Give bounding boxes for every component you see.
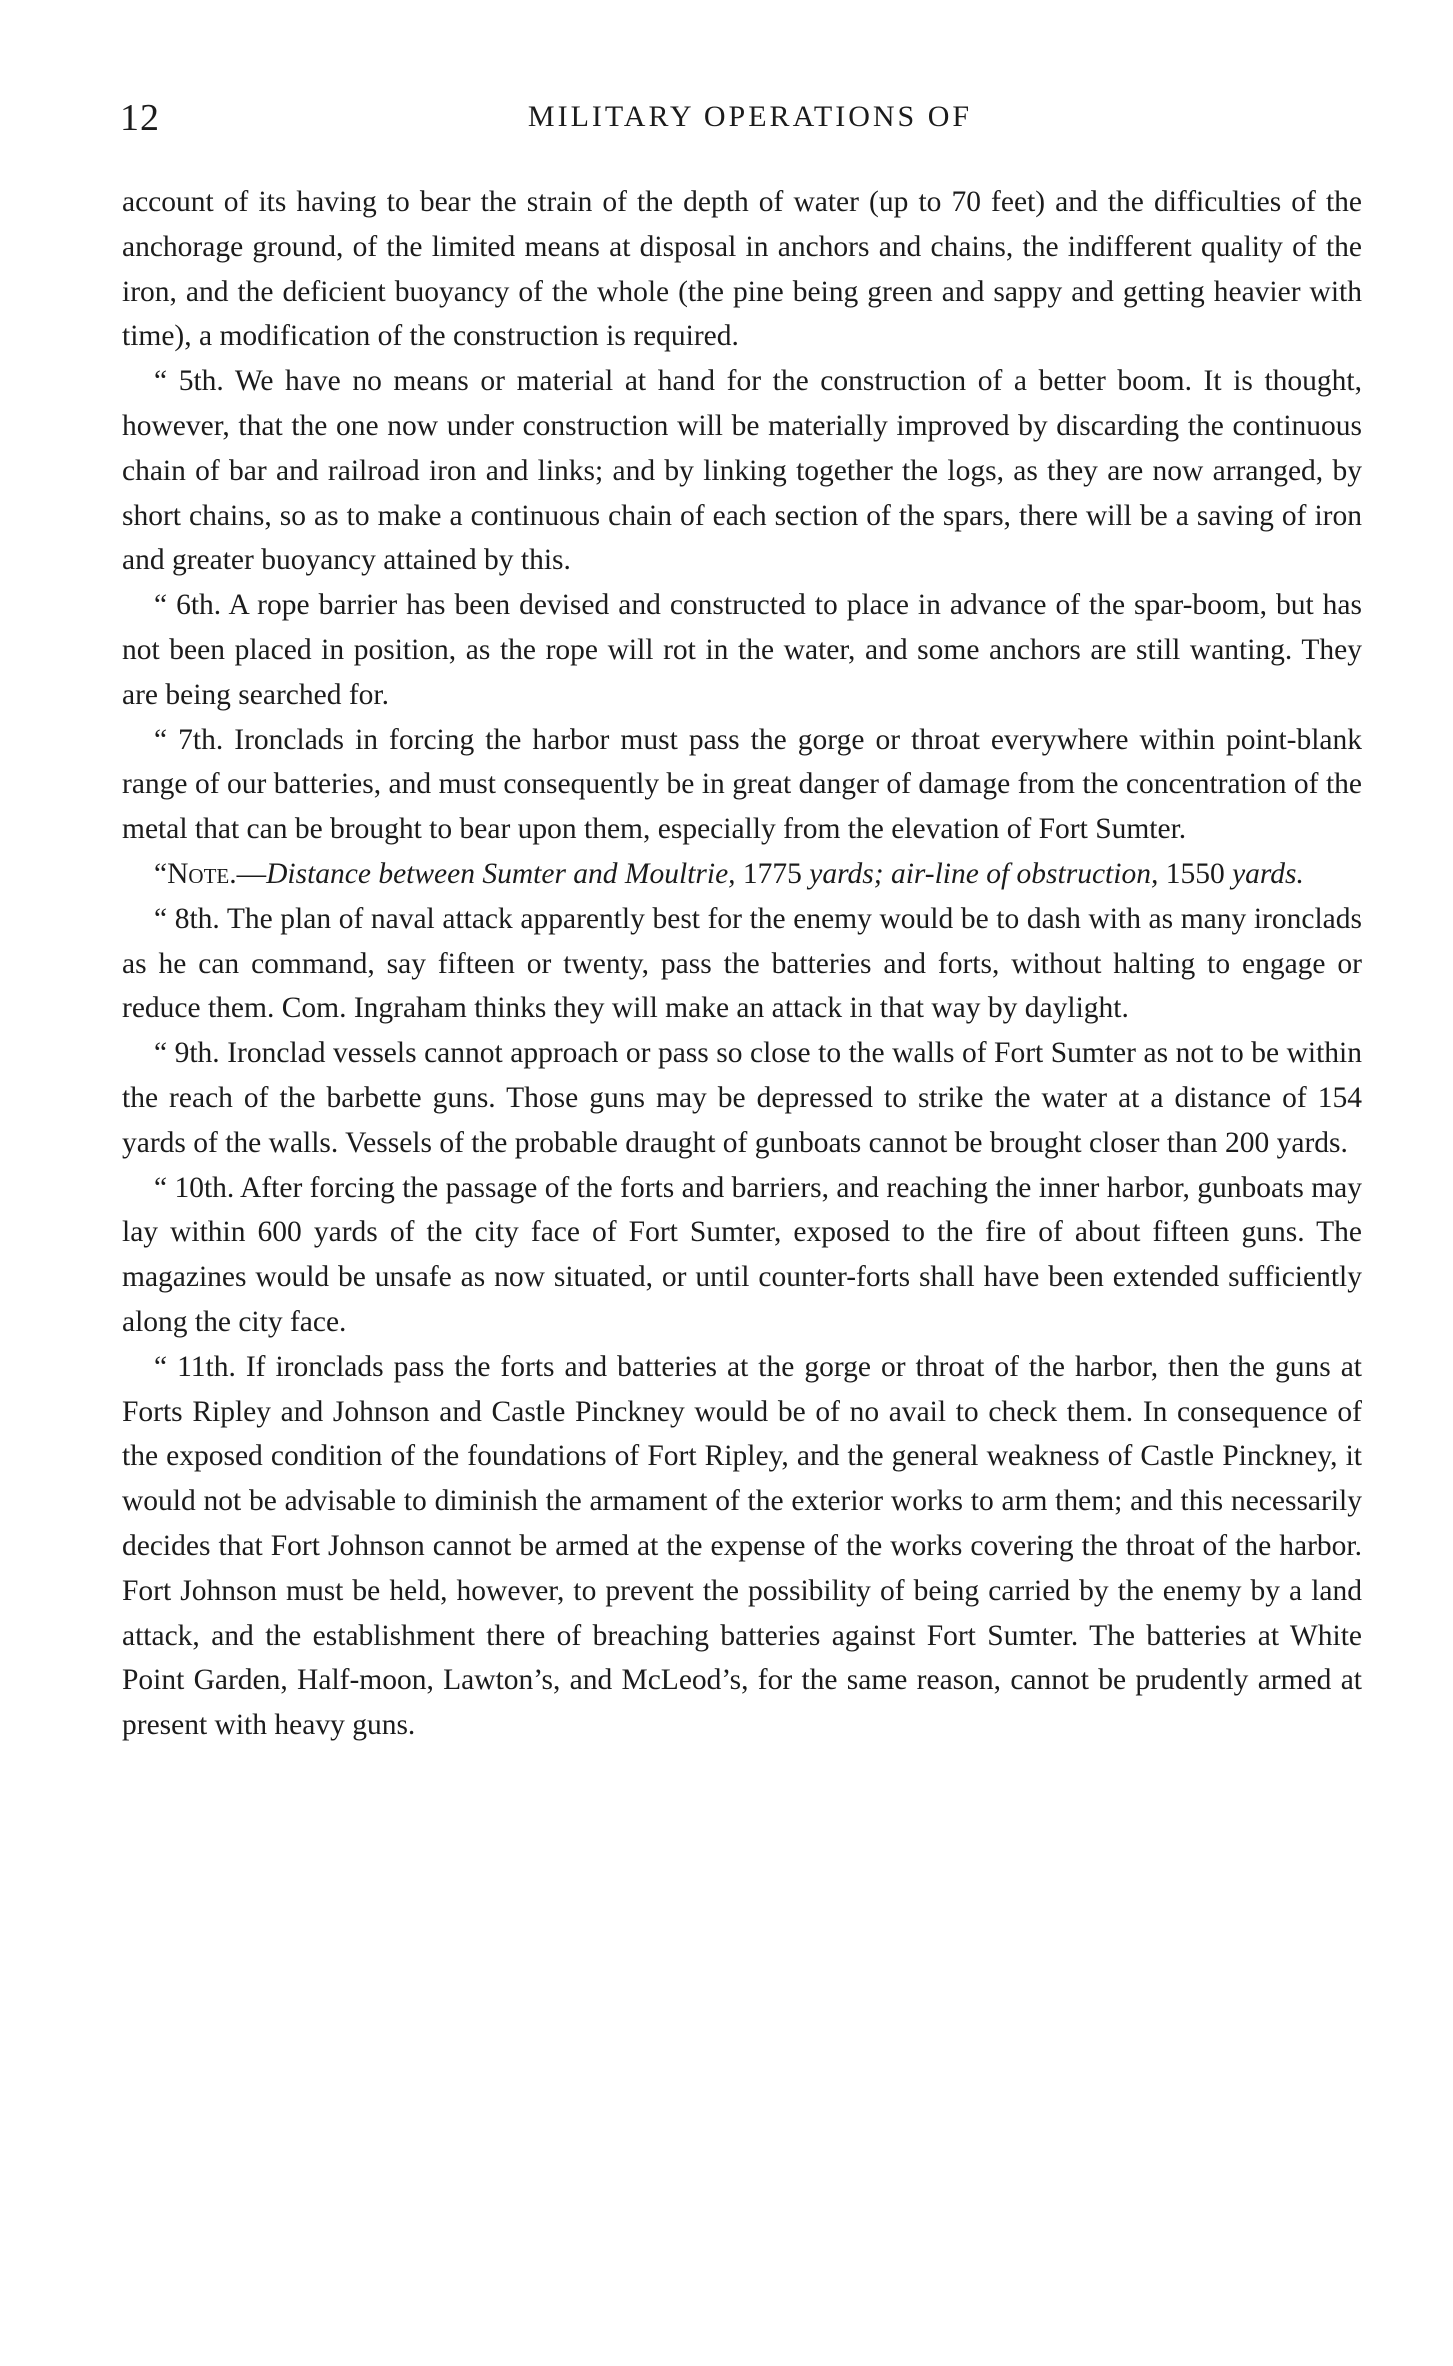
paragraph-8th: “ 8th. The plan of naval attack apparently best for the enemy would be to dash with as many ironclads as he can command, say fifteen or twenty, pass the batteries and forts, without halting to engage or reduce them. Com. Ingraham thinks they will make an attack in that way by daylight. — [122, 902, 1362, 1025]
page-number: 12 — [120, 97, 160, 139]
paragraph-7th: “ 7th. Ironclads in forcing the harbor must pass the gorge or throat everywhere within point-blank range of our batteries, and must consequently be in great danger of damage from the concentration of the metal that can be brought to bear upon them, especially from the elevation of Fort Sumter. — [122, 723, 1362, 846]
paragraph-11th: “ 11th. If ironclads pass the forts and batteries at the gorge or throat of the harbor, then the guns at Forts Ripley and Johnson and Castle Pinckney would be of no avail to check them. In consequence of the exposed condition of the foundations of Fort Ripley, and the general weakness of Castle Pinckney, it would not be advisable to diminish the armament of the exterior works to arm them; and this necessarily decides that Fort Johnson cannot be armed at the expense of the works covering the throat of the harbor. Fort Johnson must be held, however, to prevent the possibility of being carried by the enemy by a land attack, and the establishment there of breaching batteries against Fort Sumter. The batteries at White Point Garden, Half-moon, Lawton’s, and McLeod’s, for the same reason, cannot be prudently armed at present with heavy guns. — [122, 1350, 1362, 1742]
note-open-quote: “ — [154, 857, 168, 890]
paragraph-9th: “ 9th. Ironclad vessels cannot approach or pass so close to the walls of Fort Sumter as not to be within the reach of the barbette guns. Those guns may be depressed to strike the water at a distance of 154 yards of the walls. Vessels of the probable draught of gunboats cannot be brought closer than 200 yards. — [122, 1037, 1362, 1159]
note-text-c: yards. — [1232, 857, 1304, 890]
note-distance-2: 1550 — [1158, 857, 1233, 890]
note-text-b: yards; air-line of obstruction, — [809, 857, 1159, 890]
paragraph-note — [122, 852, 1362, 897]
note-dash: — — [236, 857, 267, 890]
page-header — [120, 96, 1380, 156]
note-distance-1: 1775 — [735, 857, 810, 890]
running-head: MILITARY OPERATIONS OF — [527, 100, 973, 133]
paragraph-10th: “ 10th. After forcing the passage of the forts and barriers, and reaching the inner harbor, gunboats may lay within 600 yards of the city face of Fort Sumter, exposed to the fire of about fifteen guns. The magazines would be unsafe as now situated, or until counter-forts shall have been extended sufficiently along the city face. — [122, 1171, 1362, 1338]
paragraph-continuation: account of its having to bear the strain of the depth of water (up to 70 feet) and the difficulties of the anchorage ground, of the limited means at disposal in anchors and chains, the indifferent quality of the iron, and the deficient buoyancy of the whole (the pine being green and sappy and getting heavier with time), a modification of the construction is required. — [122, 186, 1362, 353]
body-text — [122, 180, 1362, 1748]
paragraph-5th: “ 5th. We have no means or material at hand for the construction of a better boom. It is thought, however, that the one now under construction will be materially improved by discarding the continuous chain of bar and railroad iron and links; and by linking together the logs, as they are now arranged, by short chains, so as to make a continuous chain of each section of the spars, there will be a saving of iron and greater buoyancy attained by this. — [122, 365, 1362, 577]
paragraph-6th: “ 6th. A rope barrier has been devised and constructed to place in advance of the spar-boom, but has not been placed in position, as the rope will rot in the water, and some anchors are still wanting. They are being searched for. — [122, 589, 1362, 711]
note-text-a: Distance between Sumter and Moultrie, — [266, 857, 736, 890]
note-label: Note. — [167, 857, 237, 890]
